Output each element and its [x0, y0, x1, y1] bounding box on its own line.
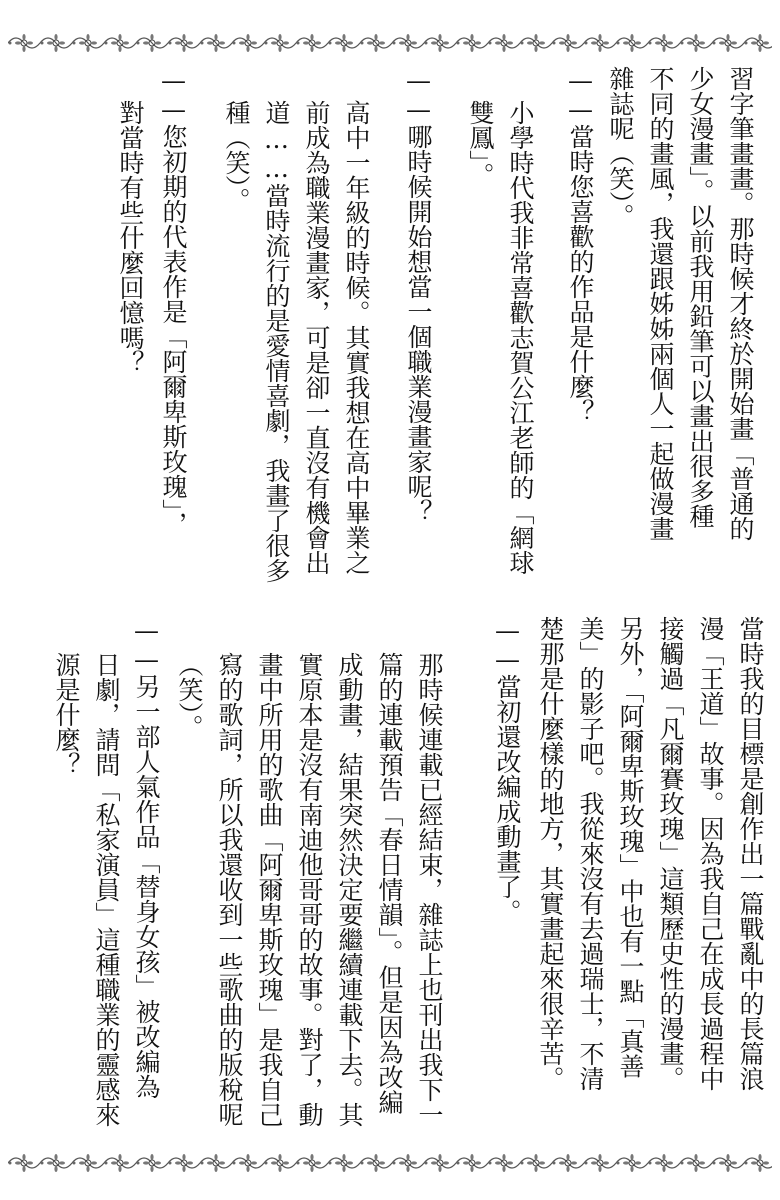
- lace-motif: [552, 1154, 584, 1172]
- lace-motif: [744, 34, 772, 52]
- lower-question-2-cont: 日劇，請問「私家演員」這種職業的靈感來: [92, 652, 121, 1127]
- lower-line-11: 實原本是沒有南迪他哥哥的故事。對了，動: [295, 652, 324, 1127]
- lower-line-10: 成動畫，結果突然決定要繼續連載下去。其: [335, 652, 364, 1127]
- upper-line-10: 前成為職業漫畫家，可是卻一直沒有機會出: [302, 100, 331, 575]
- lace-motif: [616, 34, 648, 52]
- upper-line-1: 習字筆畫畫。那時候才終於開始畫「普通的: [726, 66, 755, 541]
- lace-motif: [264, 1154, 296, 1172]
- lace-motif: [360, 1154, 392, 1172]
- lace-motif: [200, 1154, 232, 1172]
- lace-motif: [232, 1154, 264, 1172]
- lower-line-6: 楚那是什麼樣的地方，其實畫起來很辛苦。: [536, 616, 565, 1091]
- lace-motif: [584, 34, 616, 52]
- lace-motif: [328, 1154, 360, 1172]
- lace-motif: [168, 1154, 200, 1172]
- lace-motif: [584, 1154, 616, 1172]
- lace-motif: [456, 34, 488, 52]
- upper-line-3: 不同的畫風，我還跟姊姊兩個人一起做漫畫: [646, 66, 675, 541]
- lace-motif: [520, 34, 552, 52]
- lace-motif: [40, 34, 72, 52]
- lower-question-2: ——另一部人氣作品「替身女孩」被改編為: [132, 616, 161, 1099]
- upper-line-9: 高中一年級的時候。其實我想在高中畢業之: [342, 100, 371, 575]
- upper-question-2: ——哪時候開始想當一個職業漫畫家呢？: [404, 66, 433, 524]
- lace-motif: [424, 34, 456, 52]
- lower-line-8: 那時候連載已經結束，雜誌上也刊出我下一: [415, 652, 444, 1127]
- lower-line-12: 畫中所用的歌曲「阿爾卑斯玫瑰」是我自己: [255, 652, 284, 1127]
- lower-line-1: 當時我的目標是創作出一篇戰亂中的長篇浪: [736, 616, 765, 1091]
- upper-question-3: ——您初期的代表作是「阿爾卑斯玫瑰」，: [159, 66, 188, 537]
- lace-motif: [712, 34, 744, 52]
- lace-motif: [264, 34, 296, 52]
- lace-motif: [72, 1154, 104, 1172]
- lace-motif: [392, 34, 424, 52]
- lace-motif: [520, 1154, 552, 1172]
- lower-line-14: （笑）。: [175, 652, 204, 740]
- lace-motif: [40, 1154, 72, 1172]
- lace-motif: [104, 1154, 136, 1172]
- lace-motif: [648, 34, 680, 52]
- lower-line-2: 漫「王道」故事。因為我自己在成長過程中: [696, 616, 725, 1091]
- lace-motif: [200, 34, 232, 52]
- lace-motif: [712, 1154, 744, 1172]
- top-lace-border-icon: [8, 28, 772, 58]
- lace-motif: [680, 1154, 712, 1172]
- lower-line-3: 接觸過「凡爾賽玫瑰」這類歷史性的漫畫。: [656, 616, 685, 1091]
- lace-motif: [232, 34, 264, 52]
- lace-motif: [392, 1154, 424, 1172]
- lower-line-5: 美」的影子吧。我從來沒有去過瑞士，不清: [576, 616, 605, 1091]
- upper-question-1: ——當時您喜歡的作品是什麼？: [566, 66, 595, 424]
- lace-motif: [360, 34, 392, 52]
- bottom-lace-border-icon: [8, 1148, 772, 1178]
- lace-motif: [648, 1154, 680, 1172]
- lower-line-4: 另外，「阿爾卑斯玫瑰」中也有一點「真善: [616, 616, 645, 1079]
- lower-question-1: ——當初還改編成動畫了。: [493, 616, 522, 924]
- lace-motif: [72, 34, 104, 52]
- lace-motif: [328, 34, 360, 52]
- upper-line-11: 道……當時流行的是愛情喜劇，我畫了很多: [262, 100, 291, 583]
- lace-motif: [168, 34, 200, 52]
- lace-motif: [136, 34, 168, 52]
- lace-motif: [488, 34, 520, 52]
- lace-motif: [8, 34, 40, 52]
- lower-question-2-end: 源是什麼？: [52, 652, 81, 777]
- lace-motif: [424, 1154, 456, 1172]
- lace-motif: [552, 34, 584, 52]
- lace-motif: [616, 1154, 648, 1172]
- lace-motif: [136, 1154, 168, 1172]
- lace-motif: [8, 1154, 40, 1172]
- lower-line-13: 寫的歌詞，所以我還收到一些歌曲的版稅呢: [215, 652, 244, 1127]
- upper-line-7: 雙鳳」。: [466, 100, 495, 188]
- lace-motif: [680, 34, 712, 52]
- lower-line-9: 篇的連載預告「春日情韻」。但是因為改編: [375, 652, 404, 1115]
- upper-line-2: 少女漫畫」。以前我用鉛筆可以畫出很多種: [686, 66, 715, 529]
- upper-line-12: 種（笑）。: [222, 100, 251, 213]
- lace-motif: [104, 34, 136, 52]
- lace-motif: [296, 1154, 328, 1172]
- upper-question-3-cont: 對當時有些什麼回憶嗎？: [116, 100, 145, 375]
- upper-line-6: 小學時代我非常喜歡志賀公江老師的「網球: [506, 100, 535, 575]
- lace-motif: [456, 1154, 488, 1172]
- lace-motif: [744, 1154, 772, 1172]
- lace-motif: [488, 1154, 520, 1172]
- upper-line-4: 雜誌呢（笑）。: [606, 66, 635, 229]
- lace-motif: [296, 34, 328, 52]
